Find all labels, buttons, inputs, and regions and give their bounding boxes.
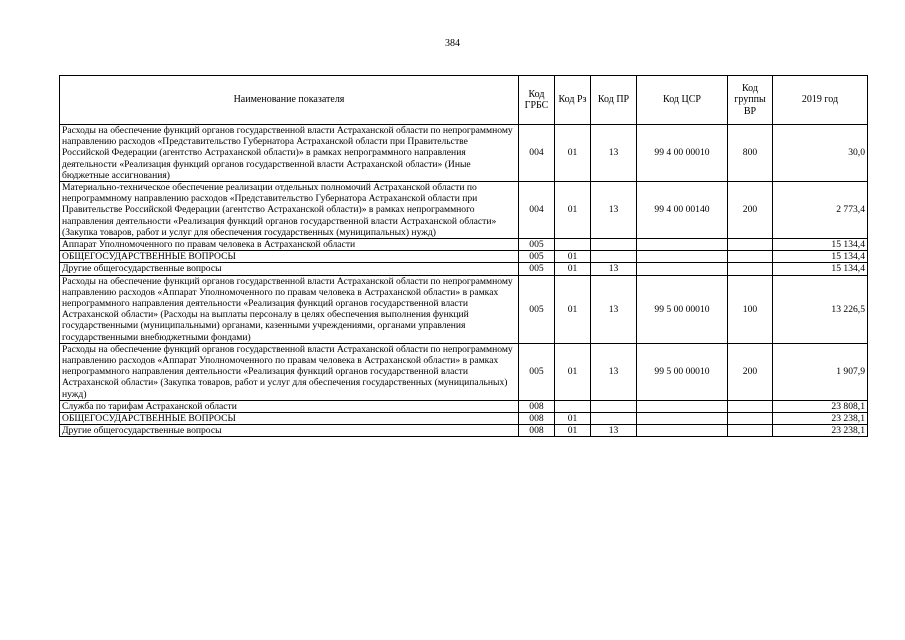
cell-grbs: 005 — [519, 251, 555, 263]
header-rz: Код Рз — [555, 76, 591, 125]
cell-name: Расходы на обеспечение функций органов государственной власти Астраханской области по непрограммному направлению расходов «Представительство Губернатора Астраханской области при Правительстве Российской Федерации (агентство Астраханской области)» в рамках непрограммного направления деятельности «Реализация функций органов государственной власти Астраханской области» (Иные бюджетные ассигнования) — [60, 125, 519, 182]
cell-csr — [637, 251, 728, 263]
cell-name: ОБЩЕГОСУДАРСТВЕННЫЕ ВОПРОСЫ — [60, 251, 519, 263]
table-row — [60, 239, 868, 251]
cell-csr: 99 4 00 00010 — [637, 125, 728, 182]
cell-pr: 13 — [591, 182, 637, 239]
cell-grbs: 008 — [519, 425, 555, 437]
table-row — [60, 400, 868, 412]
cell-vr: 200 — [728, 343, 773, 400]
cell-csr: 99 5 00 00010 — [637, 275, 728, 343]
cell-rz: 01 — [555, 275, 591, 343]
budget-table — [59, 75, 868, 437]
cell-pr: 13 — [591, 125, 637, 182]
cell-vr — [728, 239, 773, 251]
cell-pr: 13 — [591, 425, 637, 437]
cell-csr — [637, 425, 728, 437]
cell-vr — [728, 425, 773, 437]
cell-name: Расходы на обеспечение функций органов государственной власти Астраханской области по непрограммному направлению расходов «Аппарат Уполномоченного по правам человека в Астраханской области» в рамках непрограммного направления деятельности «Реализация функций органов государственной власти Астраханской области» (Расходы на выплаты персоналу в целях обеспечения выполнения функций государственными (муниципальными) органами, казенными учреждениями, органами управления государственными внебюджетными фондами) — [60, 275, 519, 343]
table-row — [60, 125, 868, 182]
table-header-row — [60, 76, 868, 125]
cell-pr: 13 — [591, 275, 637, 343]
table-row — [60, 182, 868, 239]
table-row — [60, 343, 868, 400]
cell-vr — [728, 263, 773, 275]
cell-grbs: 008 — [519, 413, 555, 425]
page-number: 384 — [445, 38, 460, 49]
header-year: 2019 год — [773, 76, 868, 125]
cell-name: Расходы на обеспечение функций органов государственной власти Астраханской области по непрограммному направлению расходов «Аппарат Уполномоченного по правам человека в Астраханской области» в рамках непрограммного направления деятельности «Реализация функций органов государственной власти Астраханской области» (Закупка товаров, работ и услуг для обеспечения государственных (муниципальных) нужд) — [60, 343, 519, 400]
cell-csr — [637, 413, 728, 425]
cell-vr: 800 — [728, 125, 773, 182]
cell-value: 30,0 — [773, 125, 868, 182]
table-body — [60, 125, 868, 437]
header-vr: Код группы ВР — [728, 76, 773, 125]
cell-grbs: 008 — [519, 400, 555, 412]
cell-name: Материально-техническое обеспечение реализации отдельных полномочий Астраханской области по непрограммному направлению расходов «Представительство Губернатора Астраханской области при Правительстве Российской Федерации (агентство Астраханской области)» в рамках непрограммного направления деятельности «Реализация функций органов государственной власти Астраханской области» (Закупка товаров, работ и услуг для обеспечения государственных (муниципальных) нужд) — [60, 182, 519, 239]
cell-pr: 13 — [591, 263, 637, 275]
cell-rz — [555, 239, 591, 251]
cell-vr — [728, 251, 773, 263]
cell-grbs: 005 — [519, 275, 555, 343]
cell-value: 2 773,4 — [773, 182, 868, 239]
cell-grbs: 005 — [519, 263, 555, 275]
cell-vr — [728, 413, 773, 425]
cell-name: Служба по тарифам Астраханской области — [60, 400, 519, 412]
cell-value: 15 134,4 — [773, 263, 868, 275]
table-row — [60, 263, 868, 275]
cell-rz: 01 — [555, 182, 591, 239]
cell-pr — [591, 239, 637, 251]
cell-pr — [591, 413, 637, 425]
cell-value: 15 134,4 — [773, 239, 868, 251]
cell-rz: 01 — [555, 425, 591, 437]
cell-csr: 99 4 00 00140 — [637, 182, 728, 239]
cell-rz: 01 — [555, 251, 591, 263]
cell-grbs: 004 — [519, 182, 555, 239]
cell-grbs: 004 — [519, 125, 555, 182]
header-name: Наименование показателя — [60, 76, 519, 125]
cell-rz — [555, 400, 591, 412]
table-row — [60, 425, 868, 437]
cell-value: 1 907,9 — [773, 343, 868, 400]
cell-pr — [591, 400, 637, 412]
cell-value: 15 134,4 — [773, 251, 868, 263]
cell-name: ОБЩЕГОСУДАРСТВЕННЫЕ ВОПРОСЫ — [60, 413, 519, 425]
header-pr: Код ПР — [591, 76, 637, 125]
cell-vr: 100 — [728, 275, 773, 343]
cell-csr — [637, 239, 728, 251]
cell-csr — [637, 263, 728, 275]
header-csr: Код ЦСР — [637, 76, 728, 125]
cell-csr: 99 5 00 00010 — [637, 343, 728, 400]
cell-rz: 01 — [555, 125, 591, 182]
cell-csr — [637, 400, 728, 412]
cell-pr: 13 — [591, 343, 637, 400]
cell-name: Другие общегосударственные вопросы — [60, 263, 519, 275]
cell-value: 13 226,5 — [773, 275, 868, 343]
cell-rz: 01 — [555, 413, 591, 425]
cell-grbs: 005 — [519, 343, 555, 400]
cell-rz: 01 — [555, 343, 591, 400]
table-row — [60, 251, 868, 263]
cell-vr: 200 — [728, 182, 773, 239]
table-row — [60, 275, 868, 343]
cell-pr — [591, 251, 637, 263]
cell-value: 23 238,1 — [773, 425, 868, 437]
cell-name: Аппарат Уполномоченного по правам человека в Астраханской области — [60, 239, 519, 251]
cell-value: 23 238,1 — [773, 413, 868, 425]
cell-rz: 01 — [555, 263, 591, 275]
cell-value: 23 808,1 — [773, 400, 868, 412]
cell-grbs: 005 — [519, 239, 555, 251]
header-grbs: Код ГРБС — [519, 76, 555, 125]
table-row — [60, 413, 868, 425]
cell-name: Другие общегосударственные вопросы — [60, 425, 519, 437]
cell-vr — [728, 400, 773, 412]
